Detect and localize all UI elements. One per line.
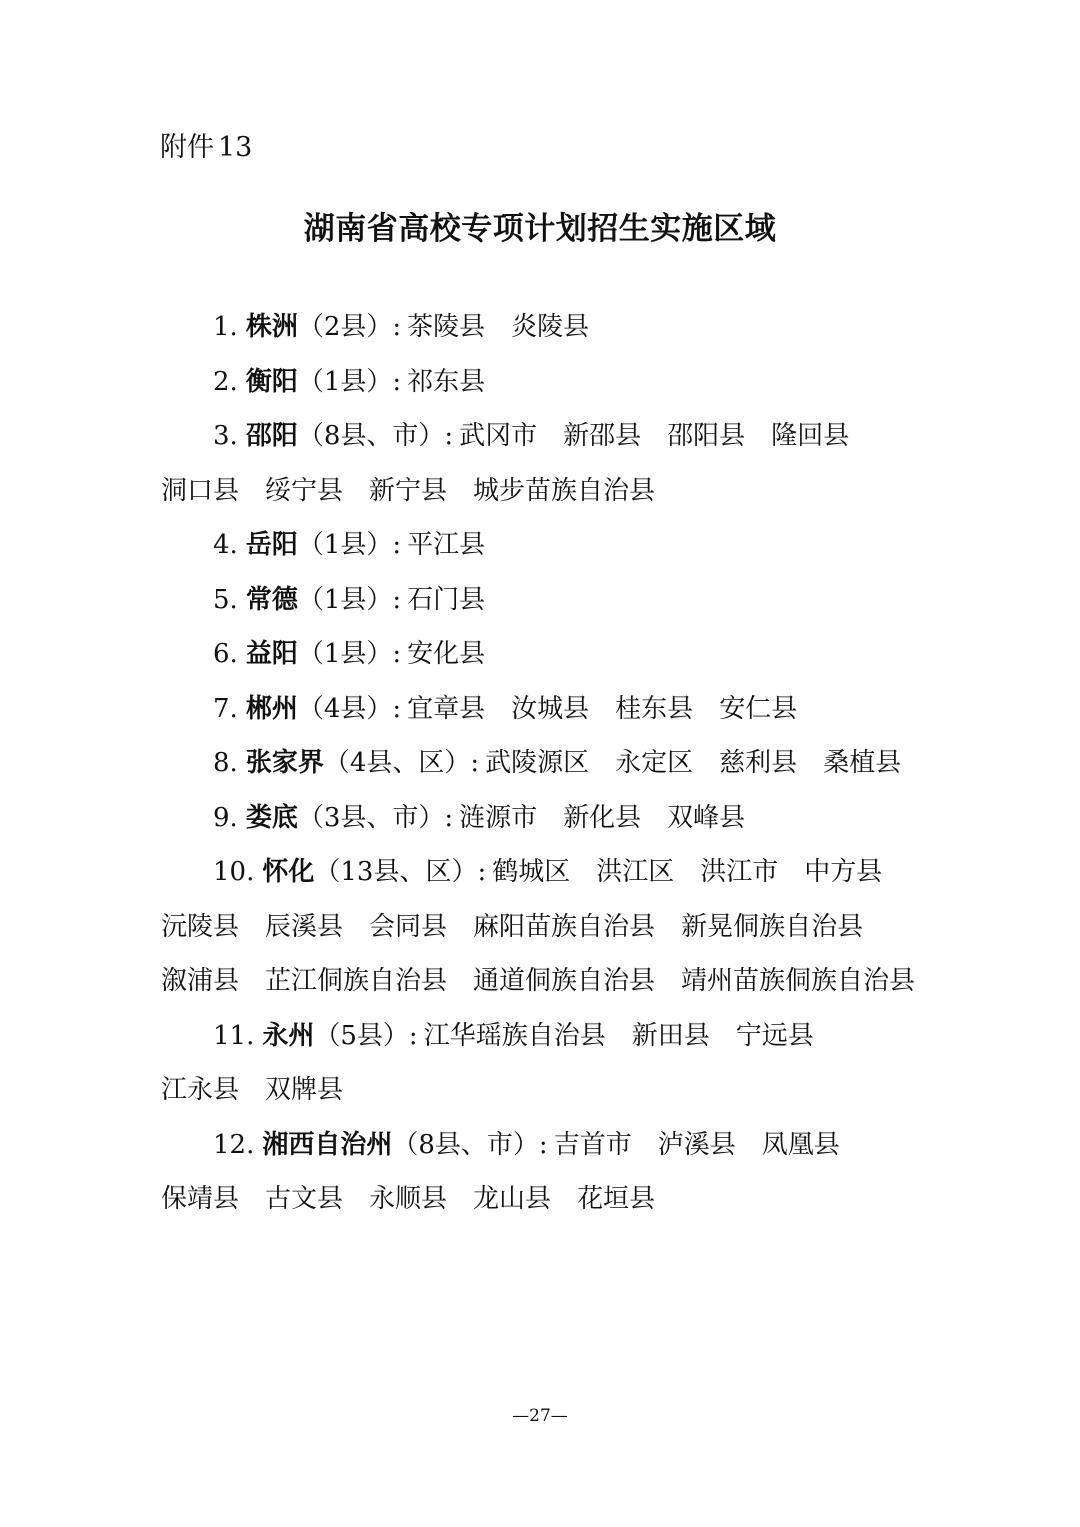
county-name: 新邵县 — [563, 421, 642, 451]
county-name: 双牌县 — [265, 1075, 344, 1105]
region-city: 娄底 — [245, 802, 298, 833]
region-city: 常德 — [245, 584, 298, 615]
page-number: —27— — [512, 1406, 568, 1426]
region-number: 3. — [213, 421, 238, 451]
county-name: 平江县 — [407, 530, 486, 560]
county-name: 城步苗族自治县 — [473, 475, 656, 506]
county-name: 邵阳县 — [667, 421, 746, 451]
region-continuation-line — [161, 900, 863, 954]
county-name: 麻阳苗族自治县 — [473, 911, 656, 942]
county-name: 芷江侗族自治县 — [265, 966, 448, 996]
region-count: （13县、区）: — [314, 857, 487, 887]
region-city: 湘西自治州 — [262, 1129, 393, 1160]
county-name: 祁东县 — [407, 366, 486, 397]
region-number: 1. — [213, 312, 238, 342]
region-continuation-line — [161, 1063, 343, 1117]
county-name: 洪江区 — [596, 857, 675, 887]
region-line — [213, 355, 485, 409]
county-name: 炎陵县 — [511, 312, 590, 342]
region-city: 岳阳 — [245, 530, 298, 560]
county-name: 洪江市 — [700, 857, 779, 887]
county-name: 泸溪县 — [657, 1129, 736, 1160]
county-name: 吉首市 — [553, 1129, 632, 1160]
county-name: 会同县 — [369, 911, 448, 942]
region-city: 张家界 — [245, 748, 324, 778]
county-name: 安化县 — [407, 639, 486, 669]
county-name: 新晃侗族自治县 — [681, 911, 864, 942]
region-count: （1县）: — [297, 639, 402, 669]
county-name: 凤凰县 — [761, 1129, 840, 1160]
county-name: 绥宁县 — [265, 475, 344, 506]
county-name: 中方县 — [804, 857, 883, 887]
region-line — [213, 573, 485, 627]
region-line — [213, 736, 901, 790]
county-name: 宁远县 — [735, 1020, 814, 1051]
region-count: （8县、市）: — [297, 421, 454, 451]
attachment-text: 附件 — [160, 132, 214, 163]
region-count: （1县）: — [297, 366, 402, 397]
region-count: （2县）: — [297, 312, 402, 342]
region-number: 8. — [213, 748, 238, 778]
region-line — [213, 409, 849, 463]
county-name: 慈利县 — [719, 748, 798, 778]
region-continuation-line — [161, 1172, 655, 1226]
region-city: 益阳 — [245, 639, 298, 669]
county-name: 永顺县 — [369, 1184, 448, 1214]
region-city: 株洲 — [245, 312, 298, 342]
county-name: 新田县 — [631, 1020, 710, 1051]
county-name: 安仁县 — [719, 693, 798, 724]
county-name: 溆浦县 — [161, 966, 240, 996]
attachment-number: 13 — [218, 132, 253, 163]
region-count: （5县）: — [314, 1020, 418, 1051]
region-count: （4县）: — [297, 693, 402, 724]
region-number: 6. — [213, 639, 238, 669]
region-number: 10. — [213, 857, 255, 887]
region-number: 9. — [213, 802, 238, 833]
region-number: 5. — [213, 584, 238, 615]
region-number: 2. — [213, 366, 238, 397]
county-name: 靖州苗族侗族自治县 — [681, 966, 916, 996]
county-name: 武冈市 — [459, 421, 538, 451]
county-name: 石门县 — [407, 584, 486, 615]
county-name: 花垣县 — [577, 1184, 656, 1214]
county-name: 新宁县 — [369, 475, 448, 506]
region-line — [213, 518, 485, 572]
region-count: （3县、市）: — [297, 802, 454, 833]
region-line — [213, 845, 882, 899]
county-name: 洞口县 — [161, 475, 240, 506]
region-line — [213, 627, 485, 681]
region-number: 11. — [213, 1020, 255, 1051]
county-name: 桑植县 — [823, 748, 902, 778]
region-city: 怀化 — [262, 857, 315, 887]
county-name: 茶陵县 — [407, 312, 486, 342]
region-count: （1县）: — [297, 584, 402, 615]
region-line — [213, 300, 589, 354]
county-name: 桂东县 — [615, 693, 694, 724]
region-count: （8县、市）: — [392, 1129, 548, 1160]
document-title: 湖南省高校专项计划招生实施区域 — [303, 211, 777, 247]
region-city: 衡阳 — [245, 366, 298, 397]
region-number: 7. — [213, 693, 238, 724]
county-name: 沅陵县 — [161, 911, 240, 942]
county-name: 古文县 — [265, 1184, 344, 1214]
region-line — [213, 1118, 840, 1172]
region-continuation-line — [161, 954, 915, 1008]
county-name: 鹤城区 — [492, 857, 571, 887]
region-city: 邵阳 — [245, 421, 298, 451]
region-count: （1县）: — [297, 530, 402, 560]
county-name: 隆回县 — [771, 421, 850, 451]
county-name: 新化县 — [563, 802, 642, 833]
county-name: 双峰县 — [667, 802, 746, 833]
county-name: 永定区 — [615, 748, 694, 778]
region-city: 郴州 — [245, 693, 298, 724]
county-name: 汝城县 — [511, 693, 590, 724]
county-name: 通道侗族自治县 — [473, 966, 656, 996]
county-name: 保靖县 — [161, 1184, 240, 1214]
county-name: 武陵源区 — [485, 748, 590, 778]
region-number: 12. — [213, 1129, 255, 1160]
county-name: 宜章县 — [407, 693, 486, 724]
county-name: 辰溪县 — [265, 911, 344, 942]
region-line — [213, 1009, 814, 1063]
county-name: 涟源市 — [459, 802, 538, 833]
region-city: 永州 — [262, 1020, 315, 1051]
region-count: （4县、区）: — [323, 748, 480, 778]
attachment-label — [160, 128, 252, 168]
county-name: 江华瑶族自治县 — [423, 1020, 606, 1051]
region-line — [213, 791, 745, 845]
region-line — [213, 682, 797, 736]
region-number: 4. — [213, 530, 238, 560]
county-name: 江永县 — [161, 1075, 240, 1105]
region-continuation-line — [161, 464, 655, 518]
county-name: 龙山县 — [473, 1184, 552, 1214]
